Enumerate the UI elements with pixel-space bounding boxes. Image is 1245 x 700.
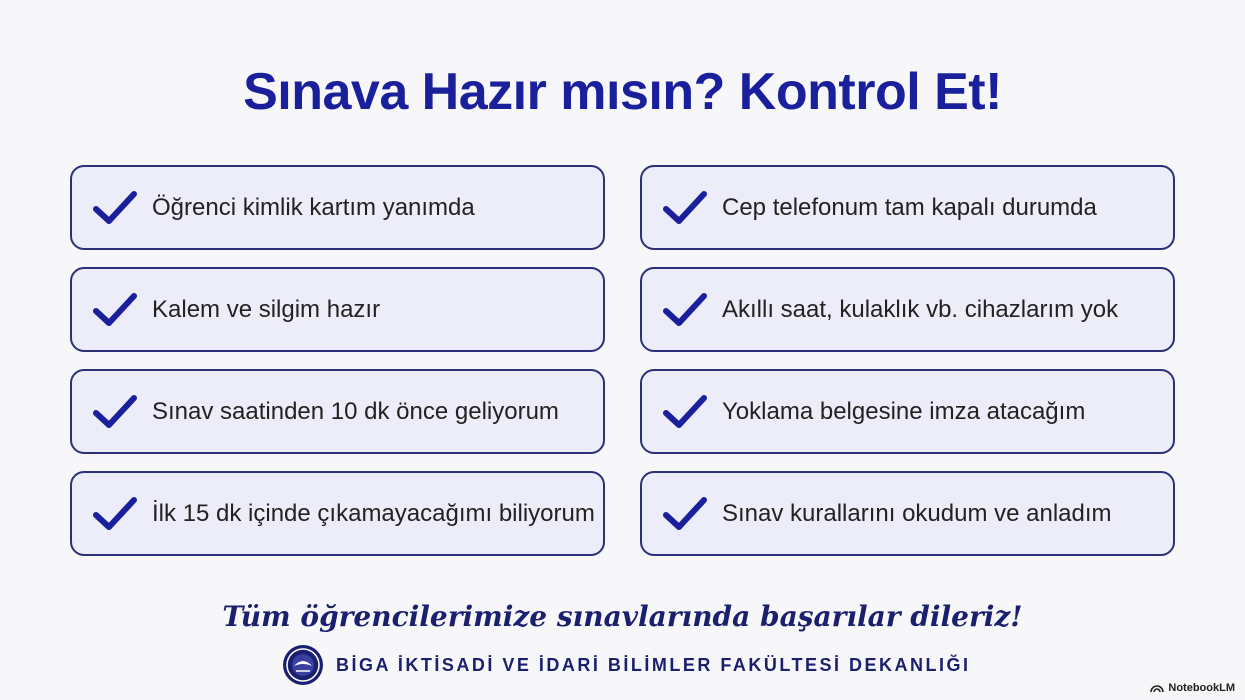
checklist-item-label: Cep telefonum tam kapalı durumda [722,193,1097,221]
checklist-item [70,267,605,352]
check-icon [662,189,708,227]
check-icon [662,393,708,431]
checklist-item [640,471,1175,556]
checklist-item [640,165,1175,250]
check-icon [662,495,708,533]
brand-label: NotebookLM [1168,682,1235,694]
checklist-item-label: İlk 15 dk içinde çıkamayacağımı biliyorum [152,499,595,527]
checklist-item [70,165,605,250]
checklist-item [640,267,1175,352]
checklist-item-label: Akıllı saat, kulaklık vb. cihazlarım yok [722,295,1119,323]
checklist-item-label: Öğrenci kimlik kartım yanımda [152,193,475,221]
checklist-item-label: Kalem ve silgim hazır [152,295,381,323]
checklist-item-label: Sınav kurallarını okudum ve anladım [722,499,1112,527]
check-icon [92,393,138,431]
notebooklm-logo-icon [1150,683,1164,693]
checklist-item [70,369,605,454]
notebooklm-badge [1150,682,1235,694]
checklist-item-label: Sınav saatinden 10 dk önce geliyorum [152,397,559,425]
faculty-footer [282,644,971,686]
checklist-item [640,369,1175,454]
check-icon [92,189,138,227]
faculty-name: BİGA İKTİSADİ VE İDARİ BİLİMLER FAKÜLTESİ DEKANLIĞI [336,654,971,675]
checklist-item-label: Yoklama belgesine imza atacağım [722,397,1086,425]
check-icon [92,291,138,329]
university-seal-icon [282,644,324,686]
check-icon [662,291,708,329]
check-icon [92,495,138,533]
good-luck-message: Tüm öğrencilerimize sınavlarında başarılar dileriz! [222,600,1023,633]
page-title: Sınava Hazır mısın? Kontrol Et! [243,63,1002,121]
checklist-item [70,471,605,556]
checklist-grid [70,165,1175,556]
